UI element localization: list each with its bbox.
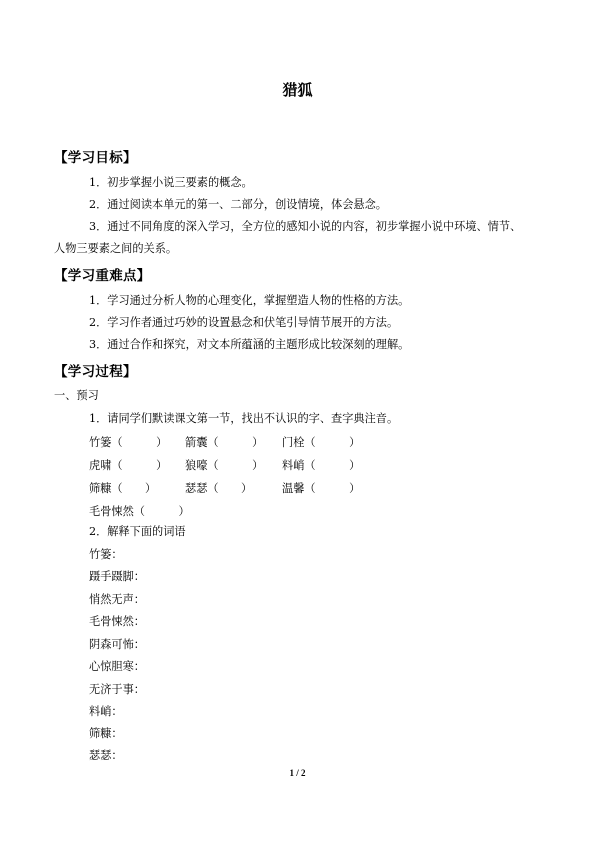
vocab-item: 蹑手蹑脚： [89, 570, 145, 583]
pinyin-item: 毛骨悚然（ ） [89, 505, 190, 518]
task-1: 1．请同学们默读课文第一节，找出不认识的字、查字典注音。 [89, 412, 399, 425]
vocab-item: 筛糠： [89, 727, 123, 740]
task-2: 2．解释下面的词语 [89, 525, 186, 538]
page-number: 1 / 2 [289, 768, 306, 778]
key-points-heading: 【学习重难点】 [54, 268, 151, 284]
vocab-item: 悄然无声： [89, 593, 145, 606]
pinyin-item: 筛糠（ ） [89, 482, 157, 495]
goal-item-3: 3．通过不同角度的深入学习，全方位的感知小说的内容，初步掌握小说中环境、情节、 [89, 220, 522, 233]
process-heading: 【学习过程】 [54, 364, 137, 380]
vocab-item: 毛骨悚然： [89, 615, 145, 628]
pinyin-item: 竹篓（ ） [89, 436, 168, 449]
goal-item-2: 2．通过阅读本单元的第一、二部分，创设情境，体会悬念。 [89, 198, 387, 211]
key-point-item-3: 3．通过合作和探究，对文本所蕴涵的主题形成比较深刻的理解。 [89, 338, 410, 351]
vocab-item: 竹篓： [89, 548, 123, 561]
key-point-item-1: 1．学习通过分析人物的心理变化，掌握塑造人物的性格的方法。 [89, 294, 410, 307]
section-preview: 一、预习 [54, 389, 99, 402]
goal-item-3-continued: 人物三要素之间的关系。 [54, 242, 178, 255]
pinyin-item: 门栓（ ） [282, 436, 361, 449]
vocab-item: 无济于事： [89, 683, 145, 696]
goals-heading: 【学习目标】 [54, 150, 137, 166]
vocab-item: 料峭： [89, 705, 123, 718]
pinyin-item: 瑟瑟（ ） [185, 482, 253, 495]
vocab-item: 阴森可怖： [89, 638, 145, 651]
pinyin-item: 箭囊（ ） [185, 436, 264, 449]
pinyin-item: 温馨（ ） [282, 482, 361, 495]
goal-item-1: 1．初步掌握小说三要素的概念。 [89, 176, 253, 189]
vocab-item: 心惊胆寒： [89, 660, 145, 673]
vocab-item: 瑟瑟： [89, 749, 123, 762]
pinyin-item: 虎啸（ ） [89, 459, 168, 472]
key-point-item-2: 2．学习作者通过巧妙的设置悬念和伏笔引导情节展开的方法。 [89, 316, 399, 329]
document-title: 猎狐 [282, 81, 313, 99]
pinyin-item: 料峭（ ） [282, 459, 361, 472]
pinyin-item: 狼嚎（ ） [185, 459, 264, 472]
